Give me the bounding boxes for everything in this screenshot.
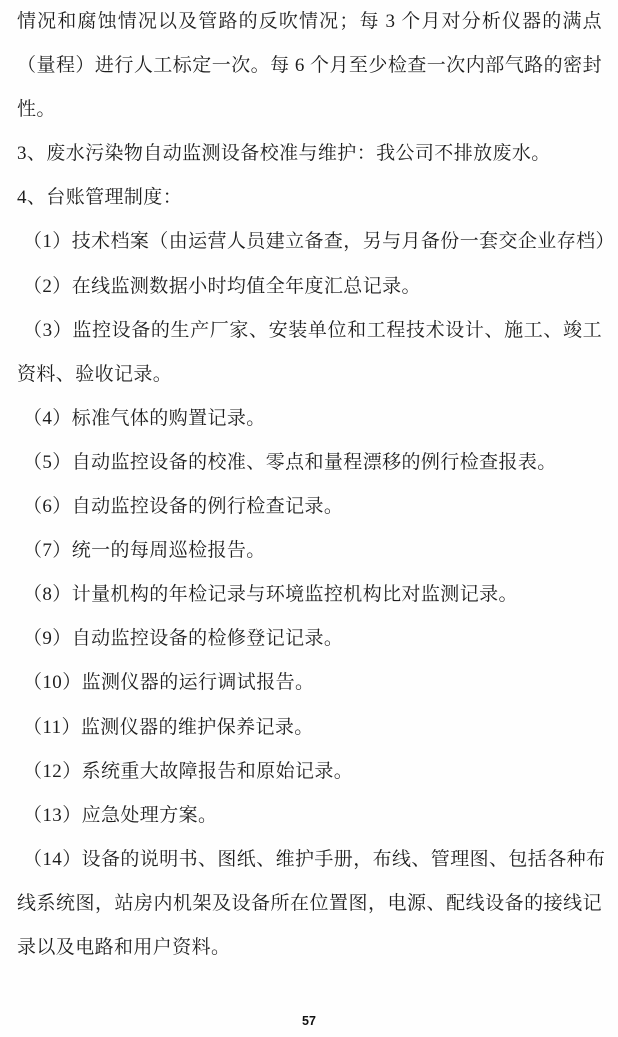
text-line: （13）应急处理方案。 [23, 804, 218, 826]
page-number: 57 [302, 1014, 316, 1028]
text-line: （10）监测仪器的运行调试报告。 [23, 672, 315, 694]
text-line: （11）监测仪器的维护保养记录。 [23, 716, 314, 738]
text-line: 性。 [17, 99, 56, 121]
text-line: 情况和腐蚀情况以及管路的反吹情况；每 3 个月对分析仪器的满点 [17, 11, 602, 32]
text-line: 录以及电路和用户资料。 [17, 936, 231, 958]
text-line: （2）在线监测数据小时均值全年度汇总记录。 [23, 275, 421, 297]
text-line: （1）技术档案（由运营人员建立备查，另与月备份一套交企业存档） [23, 231, 615, 253]
document-body [17, 0, 615, 970]
page-footer [0, 1012, 618, 1030]
text-line: （3）监控设备的生产厂家、安装单位和工程技术设计、施工、竣工 [23, 319, 602, 341]
text-line: （12）系统重大故障报告和原始记录。 [23, 760, 354, 782]
text-line: （7）统一的每周巡检报告。 [23, 540, 266, 562]
text-line: （量程）进行人工标定一次。每 6 个月至少检查一次内部气路的密封 [17, 55, 602, 77]
text-line: 3、废水污染物自动监测设备校准与维护：我公司不排放废水。 [17, 143, 551, 165]
text-line: 线系统图，站房内机架及设备所在位置图，电源、配线设备的接线记 [17, 892, 602, 914]
text-line: （14）设备的说明书、图纸、维护手册，布线、管理图、包括各种布 [23, 848, 606, 870]
text-line: （9）自动监控设备的检修登记记录。 [23, 628, 344, 650]
text-line: （6）自动监控设备的例行检查记录。 [23, 496, 344, 518]
text-line: 资料、验收记录。 [17, 363, 173, 385]
text-line: （4）标准气体的购置记录。 [23, 407, 266, 429]
text-line: 4、台账管理制度： [17, 187, 183, 209]
text-line: （8）计量机构的年检记录与环境监控机构比对监测记录。 [23, 584, 518, 606]
text-line: （5）自动监控设备的校准、零点和量程漂移的例行检查报表。 [23, 451, 557, 473]
